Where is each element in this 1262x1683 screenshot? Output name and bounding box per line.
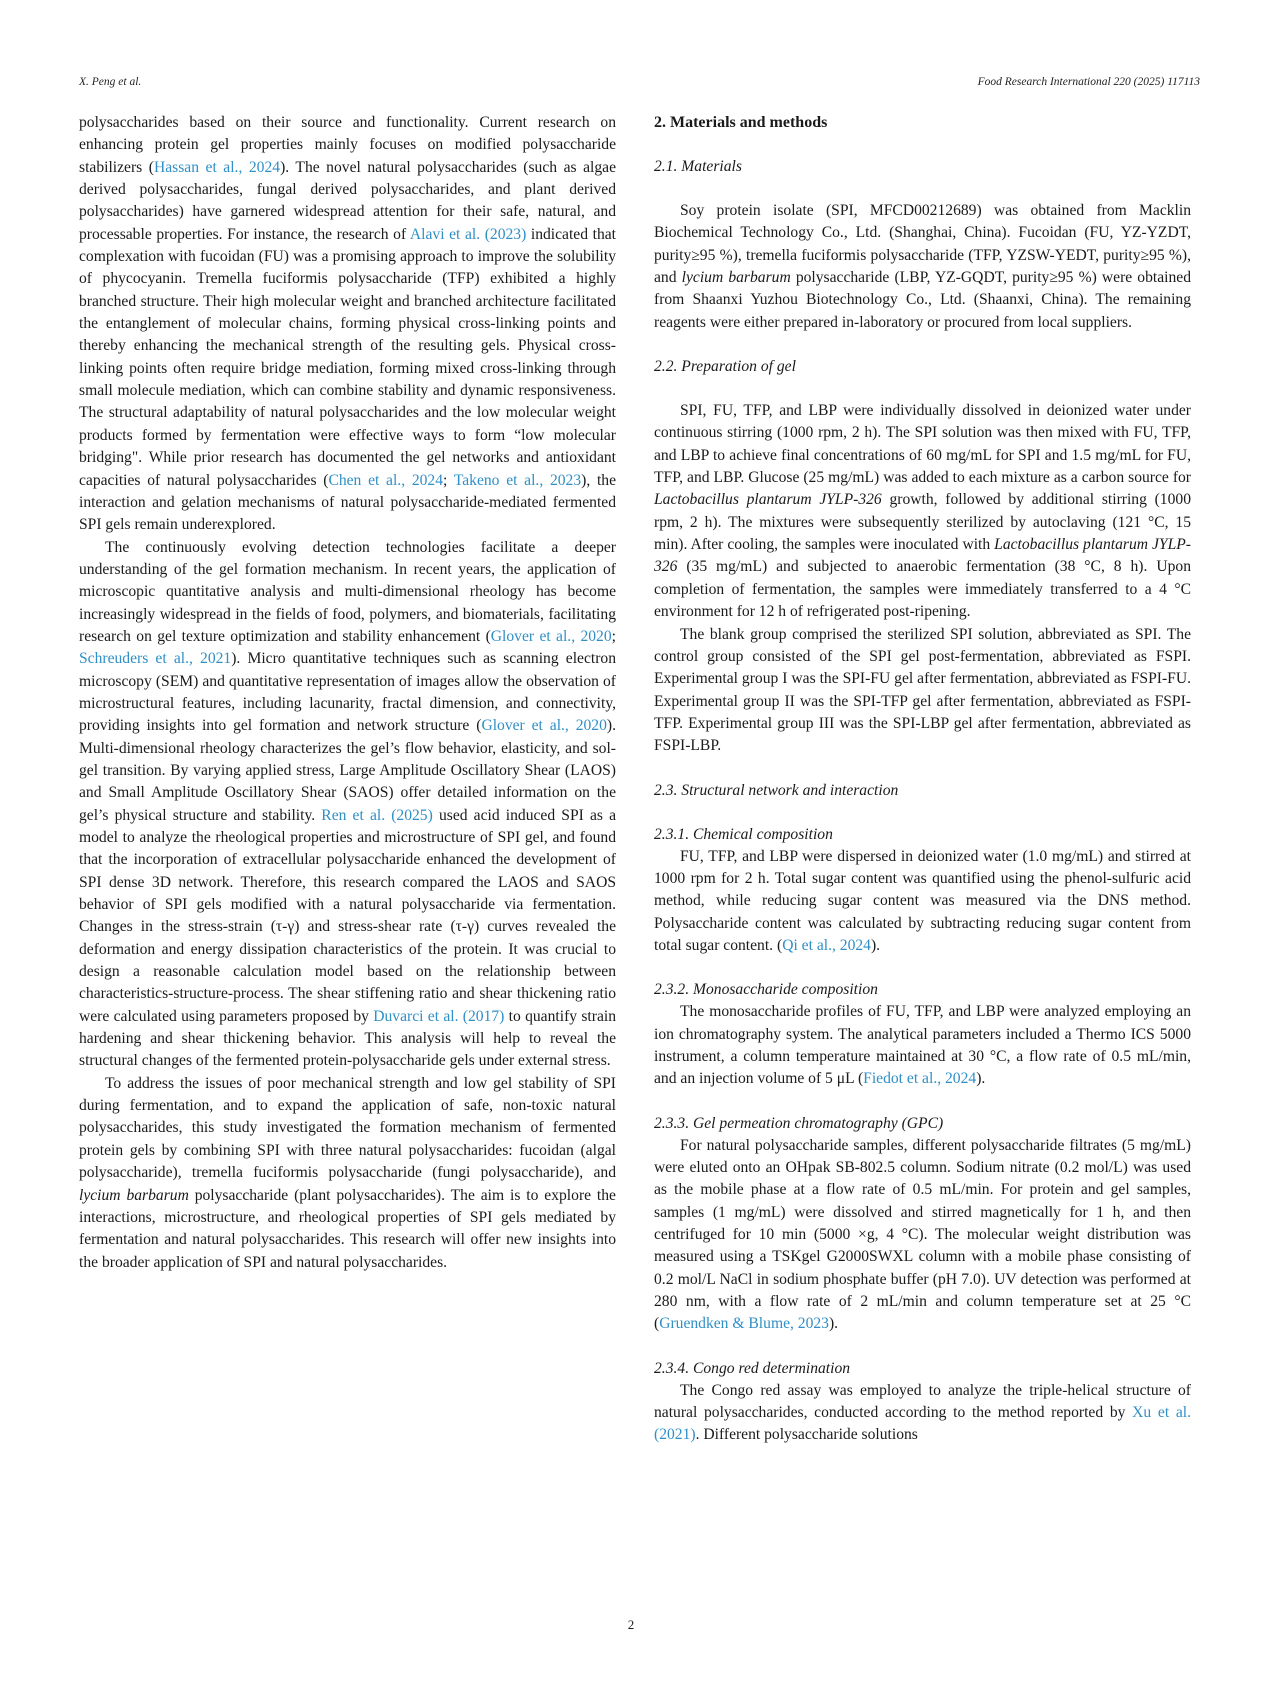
subsection-heading: 2.3. Structural network and interaction	[654, 781, 899, 799]
subsubsection-heading: 2.3.4. Congo red determination	[654, 1359, 851, 1377]
subsection-heading: 2.2. Preparation of gel	[654, 358, 796, 376]
citation-link[interactable]: Xu et al. (2021)	[654, 1404, 1192, 1444]
paragraph-chemical-composition: FU, TFP, and LBP were dispersed in deionized water (1.0 mg/mL) and stirred at 1000 rpm for 2 h. Total sugar content was quantified using the phenol-sulfuric acid method, while reducing sugar content was measured via the DNS method. Polysaccharide content was calculated by subtracting reducing sugar content from total sugar content. (Qi et al., 2024).	[654, 847, 1191, 954]
paragraph-intro-2: The continuously evolving detection technologies facilitate a deeper understanding of the gel formation mechanism. In recent years, the application of microscopic quantitative analysis and multi-dimensional rheology has become increasingly widespread in the fields of food, polymers, and biomaterials, facilitating research on gel texture optimization and stability enhancement (Glover et al., 2020; Schreuders et al., 2021). Micro quantitative techniques such as scanning electron microscopy (SEM) and quantitative representation of images allow the observation of microstructural features, including lacunarity, fractal dimension, and connectivity, providing insights into gel formation and network structure (Glover et al., 2020). Multi-dimensional rheology characterizes the gel’s flow behavior, elasticity, and sol-gel transition. By varying applied stress, Large Amplitude Oscillatory Shear (LAOS) and Small Amplitude Oscillatory Shear (SAOS) offer detailed information on the gel’s physical structure and stability. Ren et al. (2025) used acid induced SPI as a model to analyze the rheological properties and microstructure of SPI gel, and found that the incorporation of extracellular polysaccharide enhanced the development of SPI dense 3D network. Therefore, this research compared the LAOS and SAOS behavior of SPI gels modified with a natural polysaccharide via fermentation. Changes in the stress-strain (τ-γ) and stress-shear rate (τ-γ) curves revealed the deformation and energy dissipation characteristics of the protein. It was crucial to design a reasonable calculation model based on the relationship between characteristics-structure-process. The shear stiffening ratio and shear thickening ratio were calculated using parameters proposed by Duvarci et al. (2017) to quantify strain hardening and shear thickening behavior. This analysis will help to reveal the structural changes of the fermented protein-polysaccharide gels under external stress.	[79, 538, 617, 1070]
paragraph-gel-prep-1: SPI, FU, TFP, and LBP were individually dissolved in deionized water under continuous stirring (1000 rpm, 2 h). The SPI solution was then mixed with FU, TFP, and LBP to achieve final concentrations of 60 mg/mL for SPI and 1.5 mg/mL for FU, TFP, and LBP. Glucose (25 mg/mL) was added to each mixture as a carbon source for Lactobacillus plantarum JYLP-326 growth, followed by additional stirring (1000 rpm, 2 h). The mixtures were subsequently sterilized by autoclaving (121 °C, 15 min). After cooling, the samples were inoculated with Lactobacillus plantarum JYLP-326 (35 mg/mL) and subjected to anaerobic fermentation (38 °C, 8 h). Upon completion of fermentation, the samples were immediately transferred to a 4 °C environment for 12 h of refrigerated post-ripening.	[654, 402, 1191, 621]
citation-link[interactable]: Takeno et al., 2023	[453, 471, 582, 489]
subsubsection-heading: 2.3.3. Gel permeation chromatography (GPC)	[654, 1114, 944, 1132]
citation-link[interactable]: Glover et al., 2020	[481, 717, 607, 735]
subsubsection-heading: 2.3.1. Chemical composition	[654, 825, 833, 843]
left-column	[79, 112, 616, 1274]
citation-link[interactable]: Qi et al., 2024	[782, 936, 871, 954]
section-heading: 2. Materials and methods	[654, 114, 828, 131]
paragraph-gpc: For natural polysaccharide samples, different polysaccharide filtrates (5 mg/mL) were eluted onto an OHpak SB-802.5 column. Sodium nitrate (0.2 mol/L) was used as the mobile phase at a flow rate of 0.5 mL/min. For protein and gel samples, samples (1 mg/mL) were dissolved and stirred magnetically for 1 h, and then centrifuged for 10 min (5000 ×g, 4 °C). The molecular weight distribution was measured using a TSKgel G2000SWXL column with a mobile phase consisting of 0.2 mol/L NaCl in sodium phosphate buffer (pH 7.0). UV detection was performed at 280 nm, with a flow rate of 2 mL/min and column temperature set at 25 °C (Gruendken & Blume, 2023).	[654, 1136, 1191, 1333]
species-name: lycium barbarum	[681, 269, 791, 287]
paragraph-materials: Soy protein isolate (SPI, MFCD00212689) was obtained from Macklin Biochemical Technology Co., Ltd. (Shanghai, China). Fucoidan (FU, YZ-YZDT, purity≥95 %), tremella fuciformis polysaccharide (TFP, YZSW-YEDT, purity≥95 %), and lycium barbarum polysaccharide (LBP, YZ-GQDT, purity≥95 %) were obtained from Shaanxi Yuzhou Biotechnology Co., Ltd. (Shaanxi, China). The remaining reagents were either prepared in-laboratory or procured from local suppliers.	[654, 202, 1191, 331]
citation-link[interactable]: Alavi et al. (2023)	[409, 225, 527, 243]
right-column	[654, 112, 1191, 1447]
subsection-heading: 2.1. Materials	[654, 158, 742, 175]
species-name: Lactobacillus plantarum JYLP-326	[654, 491, 882, 509]
citation-link[interactable]: Gruendken & Blume, 2023	[659, 1315, 829, 1333]
citation-link[interactable]: Duvarci et al. (2017)	[373, 1007, 505, 1025]
citation-link[interactable]: Schreuders et al., 2021	[79, 650, 232, 668]
paragraph-intro-1: polysaccharides based on their source and functionality. Current research on enhancing protein gel properties mainly focuses on modified polysaccharide stabilizers (Hassan et al., 2024). The novel natural polysaccharides (such as algae derived polysaccharides, fungal derived polysaccharides, and plant derived polysaccharides) have garnered widespread attention for their safe, natural, and processable properties. For instance, the research of Alavi et al. (2023) indicated that complexation with fucoidan (FU) was a promising approach to improve the solubility of phycocyanin. Tremella fuciformis polysaccharide (TFP) exhibited a highly branched structure. Their high molecular weight and branched architecture facilitated the entanglement of molecular chains, forming physical cross-linking points and thereby enhancing the mechanical strength of the resulting gels. Physical cross-linking points often require bridge mediation, forming mixed cross-linking through small molecule mediation, which can combine stability and dynamic responsiveness. The structural adaptability of natural polysaccharides and the low molecular weight products formed by fermentation were effective ways to form “low molecular bridging". While prior research has documented the gel networks and antioxidant capacities of natural polysaccharides (Chen et al., 2024; Takeno et al., 2023), the interaction and gelation mechanisms of natural polysaccharide-mediated fermented SPI gels remain underexplored.	[79, 114, 617, 534]
page-number: 2	[627, 1617, 635, 1632]
citation-link[interactable]: Fiedot et al., 2024	[863, 1070, 977, 1088]
running-header	[79, 76, 1200, 88]
subsubsection-heading: 2.3.2. Monosaccharide composition	[654, 981, 878, 999]
citation-link[interactable]: Hassan et al., 2024	[153, 158, 281, 176]
species-name: lycium barbarum	[79, 1186, 189, 1204]
paragraph-congo-red: The Congo red assay was employed to analyze the triple-helical structure of natural polysaccharides, conducted according to the method reported by Xu et al. (2021). Different polysaccharide solutions	[654, 1381, 1192, 1444]
paragraph-monosaccharide: The monosaccharide profiles of FU, TFP, and LBP were analyzed employing an ion chromatography system. The analytical parameters included a Thermo ICS 5000 instrument, a column temperature maintained at 30 °C, a flow rate of 0.5 mL/min, and an injection volume of 5 μL (Fiedot et al., 2024).	[654, 1003, 1191, 1088]
citation-link[interactable]: Ren et al. (2025)	[321, 806, 433, 824]
species-name: Lactobacillus plantarum JYLP-326	[654, 536, 1191, 576]
header-journal: Food Research International 220 (2025) 117113	[977, 76, 1200, 88]
paragraph-intro-3: To address the issues of poor mechanical strength and low gel stability of SPI during fermentation, and to expand the application of safe, non-toxic natural polysaccharides, this study investigated the formation mechanism of fermented protein gels by combining SPI with three natural polysaccharides: fucoidan (algal polysaccharide), tremella fuciformis polysaccharide (fungi polysaccharide), and lycium barbarum polysaccharide (plant polysaccharides). The aim is to explore the interactions, microstructure, and rheological properties of SPI gels mediated by fermentation and natural polysaccharides. This research will offer new insights into the broader application of SPI and natural polysaccharides.	[79, 1074, 616, 1271]
citation-link[interactable]: Glover et al., 2020	[490, 627, 612, 645]
citation-link[interactable]: Chen et al., 2024	[328, 471, 444, 489]
header-authors: X. Peng et al.	[79, 76, 142, 88]
paragraph-gel-prep-2: The blank group comprised the sterilized SPI solution, abbreviated as SPI. The control group consisted of the SPI gel post-fermentation, abbreviated as FSPI. Experimental group I was the SPI-FU gel after fermentation, abbreviated as FSPI-FU. Experimental group II was the SPI-TFP gel after fermentation, abbreviated as FSPI-TFP. Experimental group III was the SPI-LBP gel after fermentation, abbreviated as FSPI-LBP.	[654, 625, 1191, 755]
